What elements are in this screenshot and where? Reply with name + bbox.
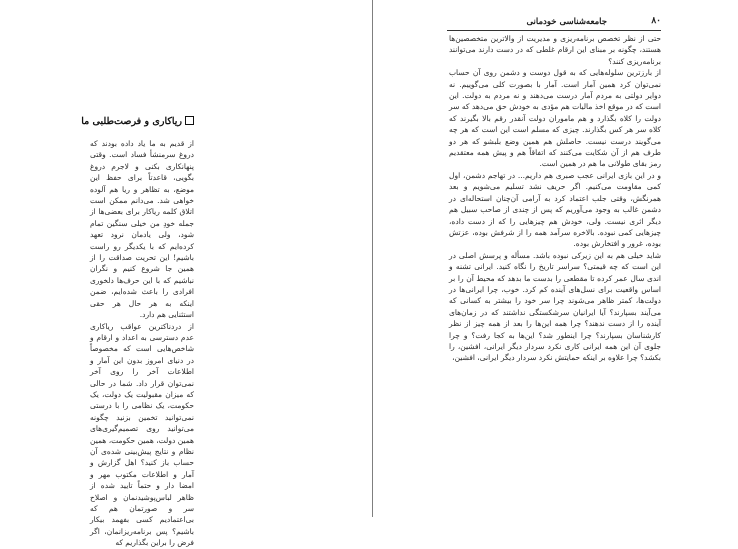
right-page-body bbox=[449, 33, 661, 364]
left-page bbox=[0, 0, 367, 548]
paragraph: از بارزترین سلوله‌هایی که به قول دوست و دشمن روی آن حساب نمی‌توان کرد همین آمار است. آمار با بصورت کلی می‌گوییم. نه دوایر دولتی به مردم آمار درست می‌دهند و نه مردم به دولت. این است که در موقع اخذ مالیات هم مؤدی به خودش حق می‌دهد که سر دولت را کلاه بگذارد و هم ماموران دولت آنقدر رقم بالا بگیرند که کلاه سر هر کس بگذارند. چیزی که مسلم است این است که هر چه می‌گویند درست نیست. حاصلش هم همین وضع بلبشو که هر دو طرف هم از آن شکایت می‌کنند که اتفاقاً هم و پیش همه معتقدیم رمز بقای طولانی ما هم در همین است. bbox=[449, 68, 661, 169]
paragraph: از قدیم به ما یاد داده بودند که دروغ سرمنشأ فساد است. وقتی پنهانکاری بکنی و لاجرم دروغ بگویی، قاعدتاً برای حفظ این موضع، به تظاهر و ریا هم آلوده خواهی شد. می‌دانم ممکن است اتلاق کلمه ریاکار برای بعضی‌ها از جمله خودِ من خیلی سنگین تمام شود، ولی یادمان نرود تعهد کرده‌ایم که با یکدیگر رو راست باشیم! این تحریت صداقت را از همین جا شروع کنیم و نگران نباشیم که با این حرف‌ها دلخوری افرادی را باعث شده‌ایم، ضمن اینکه به هر حال هر حقی استثنایی هم دارد. bbox=[90, 139, 194, 320]
page-number: ۸۰ bbox=[651, 16, 661, 26]
page-header bbox=[447, 16, 661, 31]
left-page-body bbox=[90, 138, 194, 549]
paragraph: شاید خیلی هم به این زیرکی نبوده باشد. مسأله و پرسش اصلی در این است که چه قیمتی؟ سراسر تاریخ را نگاه کنید. ایرانی تشنه و اندی سال عمر کرده تا مقطعی را بدست ما بدهد که محیط آن را بر اساس واقعیت برای نسل‌های آینده کم کرد. خوب، چرا ایرانی‌ها در دولت‌ها، کمتر ظاهر می‌شوند چرا سر خود را بیشتر به کسانی که می‌آیند بسپارند؟ آیا ایرانیان سرشکستگی نداشتند که در زمان‌های آینده را از دست ندهند؟ چرا همه این‌ها را بعد از همه چیز از نظر کارشناسان بسپارند؟ چرا اینطور شد؟ این‌ها به کجا رفت؟ و چرا جلوی آن این همه ایرانی کاری نکرد سردار دیگر ایرانی، افشین، را بکشد؟ چرا علاوه بر اینکه حمایتش نکرد سردار دیگر ایرانی، افشین، bbox=[449, 250, 661, 363]
paragraph: و در این بازی ایرانی عجب صبری هم داریم... در تهاجم دشمن، اول کمی مقاومت می‌کنیم. اگر حریف نشد تسلیم می‌شویم و بعد همرنگش، وقتی جلب اعتماد کرد به آرامی آن‌چنان استحاله‌ای در دشمن غالب به وجود می‌آوریم که پس از چندی از صاحب سبیل هم دیگر اثری نیست. ولی، خودش هم چیزهایی را که از دست داده، چیزهایی کمی نبوده. بالاخره سرآمد همه را از شرفش بوده، عزتش بوده، غرور و افتخارش بوده. bbox=[449, 170, 661, 249]
paragraph: حتی از نظر تخصص برنامه‌ریزی و مدیریت از والاترین متخصصین‌ها هستند، چگونه بر مبنای این ارقام غلطی که در دست دارند می‌توانند برنامه‌ریزی کنند؟ bbox=[449, 34, 661, 66]
section-heading bbox=[81, 116, 194, 127]
section-heading-text: ریاکاری و فرصت‌طلبی ما bbox=[81, 116, 182, 127]
square-bullet-icon bbox=[185, 116, 194, 125]
running-title: جامعه‌شناسی خودمانی bbox=[526, 17, 607, 27]
right-page bbox=[372, 0, 738, 517]
paragraph: از دردناکترین عواقب ریاکاری عدم دسترسی به اعداد و ارقام و شاخص‌هایی است که مخصوصاً در دنیای امروز بدون این آمار و اطلاعات آخر را روی آخر نمی‌توان قرار داد. شما در حالی که میزان مقبولیت یک دولت، یک حکومت، یک نظامی را با درستی نمی‌توانید تخمین بزنید چگونه می‌توانید روی تصمیم‌گیری‌های همین دولت، همین حکومت، همین نظام و نتایج پیش‌بینی شده‌ی آن حساب باز کنید؟ اهل گزارش و آمار و اطلاعات مکتوب مهر و امضا دار و حتماً تایید شده از ظاهر لباس‌پوشیدنمان و اصلاح سر و صورتمان هم که بی‌اعتمادیم کسی بفهمد بیکار باشیم؟ پس برنامه‌ریزانمان، اگر فرض را براین بگذاریم که bbox=[90, 321, 194, 548]
